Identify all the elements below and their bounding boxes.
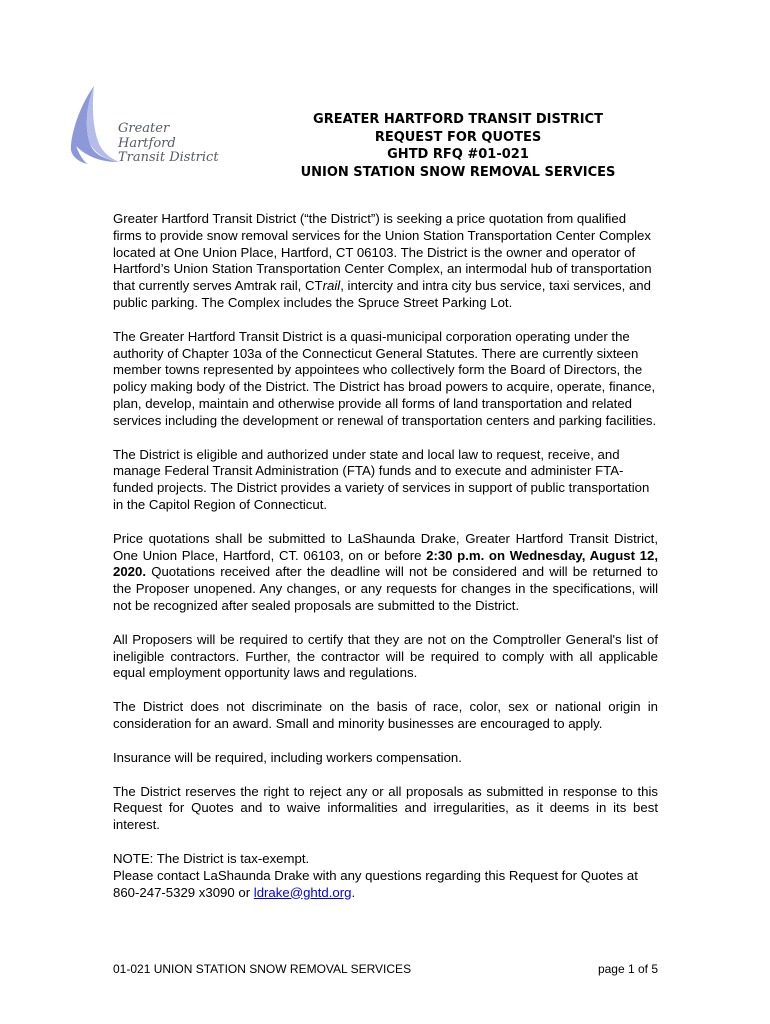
ghtd-logo [70,84,240,174]
text-run: Quotations received after the deadline will not be considered and will be returned to the Proposer unopened. Any changes, or any requests for changes in the specifications, will not be recognized after sealed proposals are submitted to the District. [113,564,658,613]
logo-line: Transit District [118,150,219,165]
text-run: , intercity and intra city bus service, taxi services, and public parking. The Complex includes the Spruce Street Parking Lot. [113,278,651,310]
paragraph-note [113,851,658,901]
header-doc-type: REQUEST FOR QUOTES [374,129,542,145]
document-body [113,211,658,918]
deadline-bold: 2:30 p.m. on Wednesday, August 12, 2020. [113,547,658,580]
logo-wordmark [118,122,219,166]
header-project: UNION STATION SNOW REMOVAL SERVICES [300,164,616,180]
paragraph-fta-eligibility: The District is eligible and authorized under state and local law to request, receive, and manage Federal Transit Administration (FTA) funds and to execute and administer FTA-funded projects. The District provides a variety of services in support of public transportation in the Capitol Region of Connecticut. [113,446,650,512]
paragraph-intro [113,211,658,312]
paragraph-district-authority: The Greater Hartford Transit District is a quasi-municipal corporation operating under the authority of Chapter 103a of the Connecticut General Statutes. There are currently sixteen member towns represented by appointees who collectively form the Board of Directors, the policy making body of the District. The District has broad powers to acquire, operate, finance, plan, develop, maintain and otherwise provide all forms of land transportation and related services including the development or renewal of transportation centers and parking facilities. [113,328,657,428]
text-run-italic: rail [322,278,341,294]
logo-line: Greater [118,121,170,136]
paragraph-certification: All Proposers will be required to certify that they are not on the Comptroller General's list of ineligible contractors. Further, the contractor will be required to comply with all applicable equal employment opportunity laws and regulations. [113,631,658,681]
page-number: page 1 of 5 [597,962,658,976]
contact-email-link[interactable]: ldrake@ghtd.org [253,884,352,900]
document-header [250,111,666,181]
paragraph-insurance: Insurance will be required, including workers compensation. [113,749,462,765]
paragraph-rights-reserved: The District reserves the right to reject any or all proposals as submitted in response to this Request for Quotes and to waive informalities and irregularities, as it deems in its best interest. [113,783,658,833]
text-run: Price quotations shall be submitted to LaShaunda Drake, Greater Hartford Transit District, One Union Place, Hartford, CT. 06103, on or before [113,530,658,563]
text-run: . [351,884,356,900]
text-run: Please contact LaShaunda Drake with any questions regarding this Request for Quotes at 860-247-5329 x3090 or [113,867,638,900]
header-rfq-number: GHTD RFQ #01-021 [387,147,529,162]
footer-title: 01-021 UNION STATION SNOW REMOVAL SERVICES [113,962,412,976]
logo-line: Hartford [118,135,176,151]
header-agency: GREATER HARTFORD TRANSIT DISTRICT [313,112,603,127]
paragraph-nondiscrimination: The District does not discriminate on the basis of race, color, sex or national origin in consideration for an award. Small and minority businesses are encouraged to apply. [113,699,658,731]
note-tax-exempt: NOTE: The District is tax-exempt. [113,850,310,866]
paragraph-submission-deadline [113,531,658,615]
text-run: Greater Hartford Transit District (“the District”) is seeking a price quotation from qualified firms to provide snow removal services for the Union Station Transportation Center Complex located at One Union Place, Hartford, CT 06103. The District is the owner and operator of Hartford’s Union Station Transportation Center Complex, an intermodal hub of transportation that currently serves Amtrak rail, CT [113,211,652,294]
page-footer [113,962,658,976]
